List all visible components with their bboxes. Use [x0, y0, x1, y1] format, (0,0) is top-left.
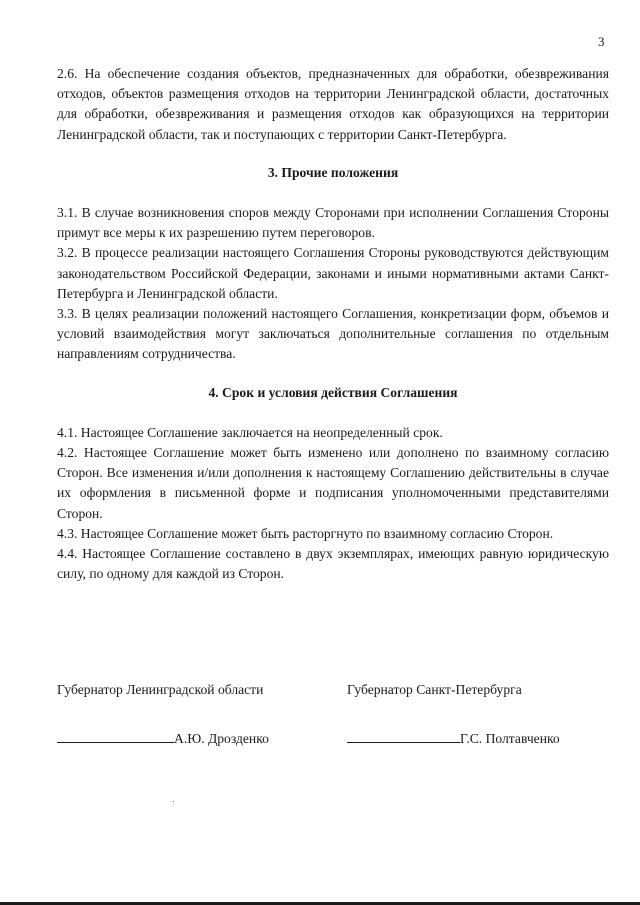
signatory-title-left: Губернатор Ленинградской области [57, 682, 264, 697]
clause-4-3: 4.3. Настоящее Соглашение может быть расторгнуто по взаимному согласию Сторон. [57, 525, 554, 541]
clause-2-6: 2.6. На обеспечение создания объектов, предназначенных для обработки, обезвреживания отходов, объектов размещения отходов на территории Ленинградской области, достаточных для обработки, обезвреживания и размещения отходов как образующихся на территории Ленинградской области, так и поступающих с территории Санкт-Петербурга. [57, 66, 609, 142]
signature-line-right [347, 729, 560, 749]
signature-left [57, 680, 269, 749]
section-4-heading: 4. Срок и условия действия Соглашения [208, 384, 458, 400]
clause-3-2: 3.2. В процессе реализации настоящего Соглашения Стороны руководствуются действующим законодательством Российской Федерации, законами и иными нормативными актами Санкт-Петербурга и Ленинградской области. [57, 245, 609, 301]
signature-right [347, 680, 560, 749]
clause-3-3: 3.3. В целях реализации положений настоящего Соглашения, конкретизации форм, объемов и условий взаимодействия могут заключаться дополнительные соглашения по отдельным направлениям сотрудничества. [57, 306, 609, 362]
clause-4-1: 4.1. Настоящее Соглашение заключается на неопределенный срок. [57, 424, 443, 440]
page-number: 3 [598, 34, 605, 49]
scan-speck [173, 801, 174, 802]
document-body [57, 64, 609, 584]
clause-4-2: 4.2. Настоящее Соглашение может быть изменено или дополнено по взаимному согласию Сторон. Все изменения и/или дополнения к настоящему Соглашению действительны в случае их оформления в письменной форме и подписания уполномоченными представителями Сторон. [57, 445, 609, 521]
clause-3-1: 3.1. В случае возникновения споров между Сторонами при исполнении Соглашения Стороны примут все меры к их разрешению путем переговоров. [57, 205, 609, 241]
section-3-heading: 3. Прочие положения [267, 164, 399, 180]
signatory-title-right: Губернатор Санкт-Петербурга [347, 682, 522, 697]
clause-4-4: 4.4. Настоящее Соглашение составлено в двух экземплярах, имеющих равную юридическую силу, по одному для каждой из Сторон. [57, 546, 609, 582]
signatory-name-left: А.Ю. Дрозденко [174, 731, 269, 746]
signatory-name-right: Г.С. Полтавченко [460, 731, 560, 746]
signature-underline-left [57, 729, 174, 743]
signature-underline-right [347, 729, 460, 743]
signature-line-left [57, 729, 269, 749]
